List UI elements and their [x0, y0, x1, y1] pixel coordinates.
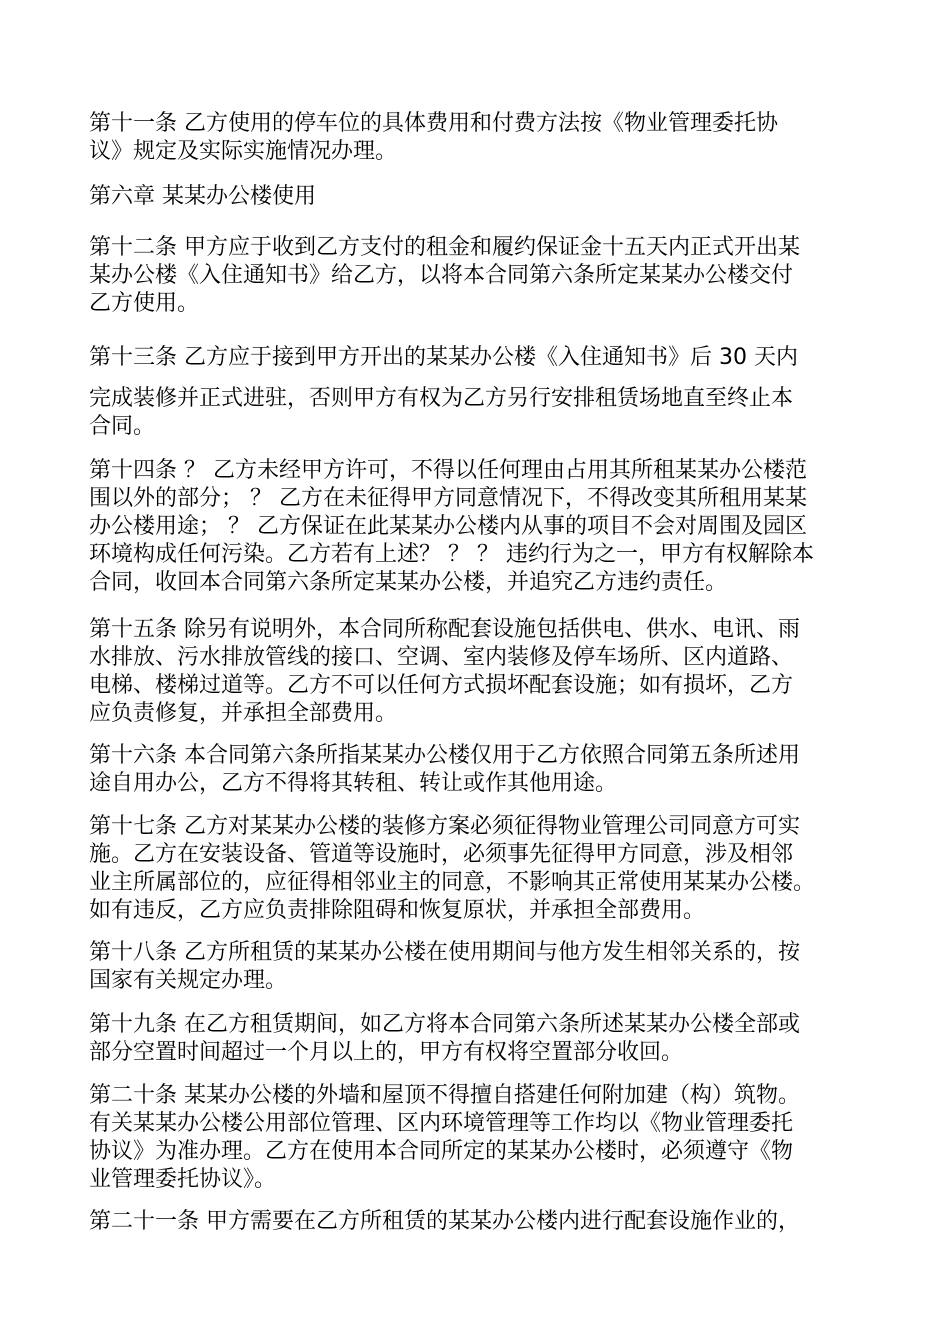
text-line: 议》规定及实际实施情况办理。	[89, 139, 398, 164]
paragraph-article-19	[89, 1011, 879, 1067]
text-line: 业主所属部位的，应征得相邻业主的同意，不影响其正常使用某某办公楼。	[89, 870, 816, 895]
text-line: 第二十条 某某办公楼的外墙和屋顶不得擅自搭建任何附加建（构）筑物。	[89, 1083, 800, 1108]
text-line: 业管理委托协议》。	[89, 1167, 277, 1192]
text-line: 办公楼用途； ？ 乙方保证在此某某办公楼内从事的项目不会对周围及园区	[89, 514, 807, 539]
text-line: 第十三条 乙方应于接到甲方开出的某某办公楼《入住通知书》后 30 天内	[89, 345, 798, 370]
text-line: 合同。	[89, 414, 156, 439]
text-line: 完成装修并正式进驻，否则甲方有权为乙方另行安排租赁场地直至终止本	[89, 386, 794, 411]
text-line: 有关某某办公楼公用部位管理、区内环境管理等工作均以《物业管理委托	[89, 1111, 794, 1136]
text-line: 第十一条 乙方使用的停车位的具体费用和付费方法按《物业管理委托协	[89, 111, 778, 136]
paragraph-article-13-part-1	[89, 344, 879, 372]
text-line: 第六章 某某办公楼使用	[89, 184, 316, 209]
text-line: 某办公楼《入住通知书》给乙方，以将本合同第六条所定某某办公楼交付	[89, 263, 794, 288]
text-line: 第十九条 在乙方租赁期间，如乙方将本合同第六条所述某某办公楼全部或	[89, 1012, 800, 1037]
text-line: 第十七条 乙方对某某办公楼的装修方案必须征得物业管理公司同意方可实	[89, 814, 800, 839]
text-line: 第十五条 除另有说明外，本合同所称配套设施包括供电、供水、电讯、雨	[89, 617, 800, 642]
text-line: 途自用办公，乙方不得将其转租、转让或作其他用途。	[89, 771, 618, 796]
text-line: 合同，收回本合同第六条所定某某办公楼，并追究乙方违约责任。	[89, 570, 728, 595]
text-line: 第十八条 乙方所租赁的某某办公楼在使用期间与他方发生相邻关系的，按	[89, 940, 800, 965]
text-line: 电梯、楼梯过道等。乙方不可以任何方式损坏配套设施；如有损坏，乙方	[89, 673, 794, 698]
text-line: 水排放、污水排放管线的接口、空调、室内装修及停车场所、区内道路、	[89, 645, 794, 670]
paragraph-article-17	[89, 813, 879, 925]
text-line: 第十四条 ？ 乙方未经甲方许可，不得以任何理由占用其所租某某办公楼范	[89, 458, 807, 483]
paragraph-article-11	[89, 110, 879, 166]
text-line: 围以外的部分； ？ 乙方在未征得甲方同意情况下，不得改变其所租用某某	[89, 486, 807, 511]
paragraph-article-14	[89, 457, 879, 597]
text-line: 协议》为准办理。乙方在使用本合同所定的某某办公楼时，必须遵守《物	[89, 1139, 794, 1164]
text-line: 第二十一条 甲方需要在乙方所租赁的某某办公楼内进行配套设施作业的，	[89, 1209, 800, 1234]
paragraph-article-20	[89, 1082, 879, 1194]
text-line: 应负责修复，并承担全部费用。	[89, 701, 398, 726]
paragraph-article-13-part-2	[89, 385, 879, 441]
paragraph-article-12	[89, 234, 879, 318]
text-line: 部分空置时间超过一个月以上的，甲方有权将空置部分收回。	[89, 1040, 684, 1065]
chapter-6-heading	[89, 183, 879, 211]
text-line: 环境构成任何污染。乙方若有上述？ ？ ？ 违约行为之一，甲方有权解除本	[89, 542, 814, 567]
text-line: 施。乙方在安装设备、管道等设施时，必须事先征得甲方同意，涉及相邻	[89, 842, 794, 867]
text-line: 第十二条 甲方应于收到乙方支付的租金和履约保证金十五天内正式开出某	[89, 235, 800, 260]
paragraph-article-18	[89, 939, 879, 995]
text-line: 乙方使用。	[89, 291, 200, 316]
text-line: 国家有关规定办理。	[89, 968, 288, 993]
paragraph-article-21	[89, 1208, 879, 1236]
text-line: 第十六条 本合同第六条所指某某办公楼仅用于乙方依照合同第五条所述用	[89, 743, 800, 768]
paragraph-article-16	[89, 742, 879, 798]
paragraph-article-15	[89, 616, 879, 728]
text-line: 如有违反，乙方应负责排除阻碍和恢复原状，并承担全部费用。	[89, 898, 706, 923]
